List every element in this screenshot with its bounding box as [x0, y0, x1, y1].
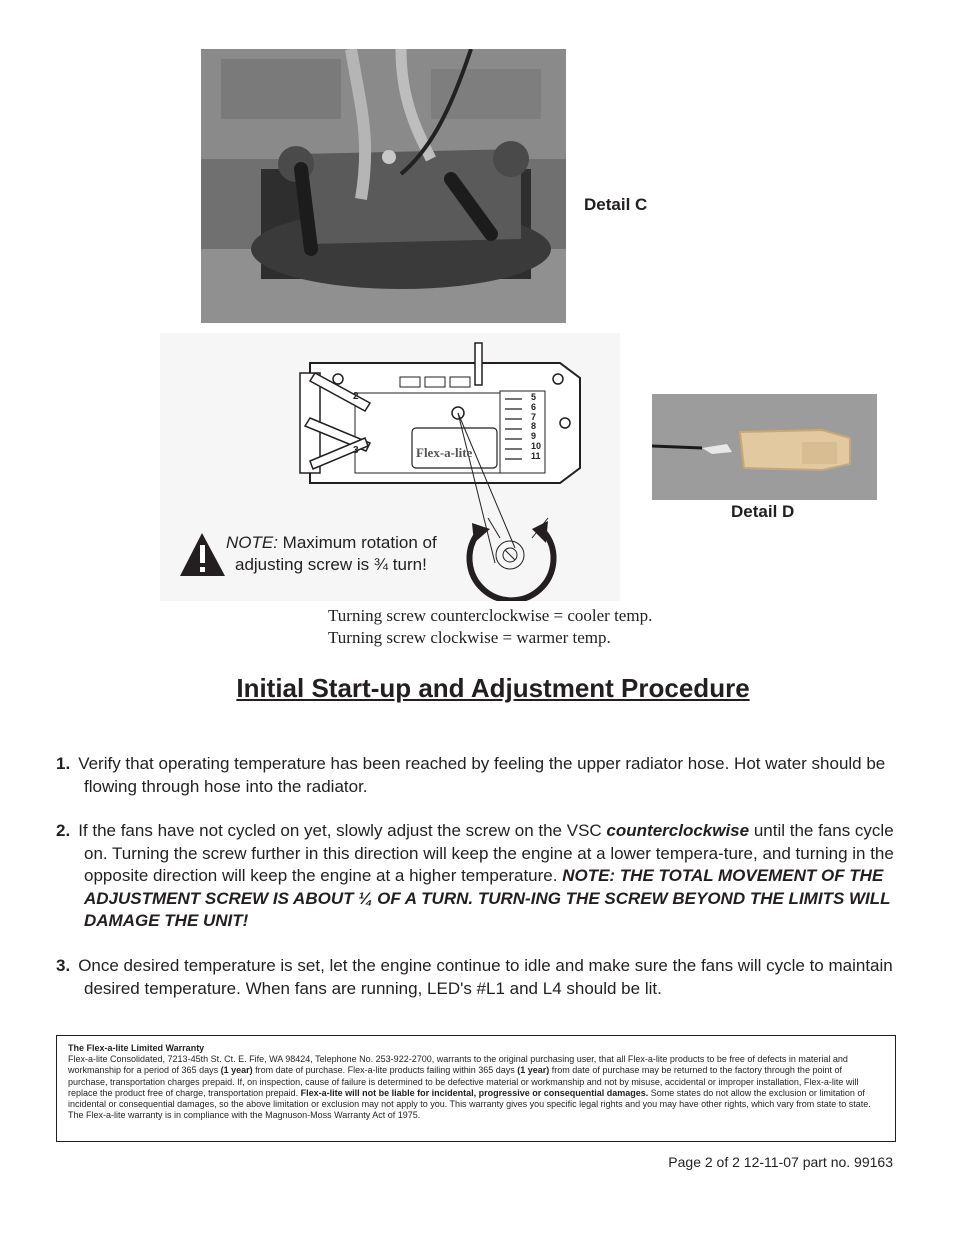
warranty-title: The Flex-a-lite Limited Warranty	[68, 1043, 205, 1053]
note-line-2: adjusting screw is ¾ turn!	[235, 555, 427, 574]
led-number: 5	[531, 392, 537, 402]
detail-d-photo	[652, 394, 877, 500]
led-number: 10	[531, 440, 542, 451]
step-text: Once desired temperature is set, let the engine continue to idle and make sure the fans will cycle to maintain desired temperature. When fans are running, LED's #L1 and L4 should be lit.	[78, 956, 893, 998]
warranty-bold-b: (1 year)	[517, 1065, 550, 1076]
step-2	[56, 820, 901, 933]
led-number: 9	[531, 431, 537, 442]
terminal-label-2: 2	[353, 391, 359, 402]
led-number: 6	[531, 401, 537, 412]
warranty-text-a: Flex-a-lite Consolidated, 7213-45th St. Ct. E. Fife, WA 98424, Telephone No. 253-922-2700, warrants to the original purchasing user, that all Flex-a-lite products to be free of defects in material and workmanship for a period of 365 days	[68, 1054, 848, 1076]
turning-note-ccw: Turning screw counterclockwise = cooler temp.	[328, 606, 653, 625]
terminal-label-3: 3	[353, 445, 359, 456]
warranty-bold-a: (1 year)	[220, 1065, 253, 1076]
rotation-note	[226, 532, 437, 576]
section-heading: Initial Start-up and Adjustment Procedure	[236, 673, 750, 703]
step-text: Verify that operating temperature has been reached by feeling the upper radiator hose. Hot water should be flowing through hose into the radiator.	[78, 754, 886, 796]
warranty-text-c: from date of purchase may be returned to the factory through the point of purchase, transportation charges prepaid. If, on inspection, cause of failure is determined to be defective material or workmanship and not by misuse, accidental or improper installation, Flex-a-lite will replace the product free of charge, transportation prepaid.	[68, 1065, 859, 1098]
detail-d-caption: Detail D	[731, 502, 795, 521]
step-1	[56, 753, 901, 798]
step-text-b: until the fans cycle on. Turning the screw further in this direction will keep the engine at a lower tempera-ture, and turning in the opposite direction will keep the engine at a higher temperature.	[84, 821, 894, 885]
led-number: 7	[531, 411, 537, 422]
led-number: 8	[531, 421, 537, 432]
step-text-a: If the fans have not cycled on yet, slowly adjust the screw on the VSC	[78, 821, 607, 840]
flex-a-lite-logo: Flex-a-lite	[416, 445, 473, 460]
page-footer: Page 2 of 2 12-11-07 part no. 99163	[668, 1154, 893, 1170]
step-warning: NOTE: THE TOTAL MOVEMENT OF THE ADJUSTMENT SCREW IS ABOUT ¼ OF A TURN. TURN-ING THE SCREW BEYOND THE LIMITS WILL DAMAGE THE UNIT!	[84, 866, 891, 930]
turning-notes	[328, 605, 652, 649]
note-line-1: Maximum rotation of	[277, 533, 437, 552]
step-number: 3.	[56, 956, 71, 975]
detail-c-caption: Detail C	[584, 195, 648, 214]
turning-note-cw: Turning screw clockwise = warmer temp.	[328, 628, 611, 647]
step-number: 2.	[56, 821, 71, 840]
led-number-column	[531, 393, 541, 462]
warranty-bold-c: Flex-a-lite will not be liable for incidental, progressive or consequential damages.	[300, 1087, 649, 1098]
warranty-text-d: Some states do not allow the exclusion or limitation of incidental or consequential damages, so the above limitation or exclusion may not apply to you. This warranty gives you specific legal rights and you may have other rights, which vary from state to state. The Flex-a-lite warranty is in compliance with the Magnuson-Moss Warranty Act of 1975.	[68, 1087, 871, 1121]
note-label: NOTE:	[226, 533, 278, 552]
detail-c-photo	[201, 49, 566, 323]
warranty-box	[56, 1035, 896, 1142]
warranty-text-b: from date of purchase. Flex-a-lite products failing within 365 days	[252, 1065, 518, 1076]
vsc-diagram	[160, 333, 620, 601]
step-emphasis-a: counterclockwise	[606, 821, 750, 840]
step-3	[56, 955, 901, 1000]
led-number: 11	[531, 450, 541, 461]
step-number: 1.	[56, 754, 71, 773]
